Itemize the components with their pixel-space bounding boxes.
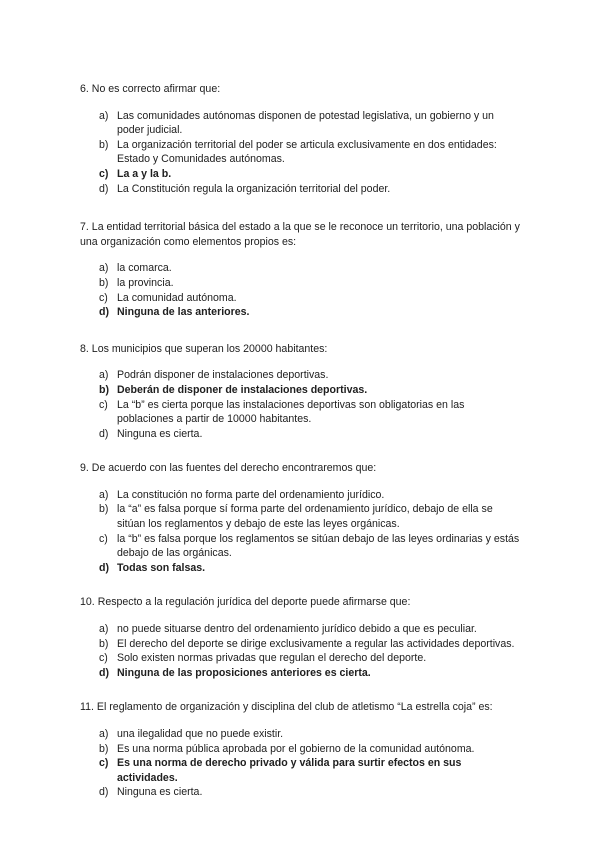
option-letter: c) [99, 532, 108, 545]
question-9 [80, 461, 520, 575]
option-d-correct [80, 666, 520, 681]
option-text: la comarca. [117, 262, 172, 275]
option-text: Ninguna de las proposiciones anteriores es cierta. [117, 666, 371, 679]
option-letter: a) [99, 488, 109, 501]
question-prompt: El reglamento de organización y disciplina del club de atletismo “La estrella coja” es: [96, 701, 493, 714]
option-a [80, 109, 520, 138]
options-list [80, 109, 520, 197]
option-letter: a) [99, 623, 109, 636]
option-d-correct [80, 561, 520, 576]
question-prompt: La entidad territorial básica del estado a la que se le reconoce un territorio, una población y una organización como elementos propios es: [80, 221, 520, 248]
option-text: El derecho del deporte se dirige exclusivamente a regular las actividades deportivas. [117, 637, 515, 650]
option-text: Las comunidades autónomas disponen de potestad legislativa, un gobierno y un poder judicial. [117, 109, 494, 137]
options-list [80, 368, 520, 441]
option-letter: c) [99, 652, 108, 665]
options-list [80, 488, 520, 576]
option-text: La comunidad autónoma. [117, 291, 237, 304]
question-11 [80, 700, 520, 800]
question-text [80, 82, 520, 97]
option-a [80, 368, 520, 383]
option-a [80, 488, 520, 503]
option-b [80, 637, 520, 652]
question-number: 11. [80, 701, 94, 714]
question-prompt: Respecto a la regulación jurídica del deporte puede afirmarse que: [97, 596, 411, 609]
option-b-correct [80, 383, 520, 398]
option-text: Solo existen normas privadas que regulan el derecho del deporte. [117, 652, 427, 665]
options-list [80, 622, 520, 680]
option-text: La organización territorial del poder se articula exclusivamente en dos entidades: Estado y Comunidades autónomas. [117, 138, 497, 166]
option-text: Todas son falsas. [117, 561, 206, 574]
option-c-correct [80, 167, 520, 182]
options-list [80, 261, 520, 319]
question-text [80, 461, 520, 476]
document-page [80, 82, 520, 818]
option-text: la provincia. [117, 276, 174, 289]
question-prompt: No es correcto afirmar que: [91, 83, 221, 95]
option-letter: b) [99, 637, 109, 650]
option-letter: a) [99, 728, 109, 740]
option-text: La “b” es cierta porque las instalaciones deportivas son obligatorias en las poblaciones a partir de 10000 habitantes. [117, 398, 465, 426]
option-letter: a) [99, 109, 109, 122]
question-7 [80, 220, 520, 320]
option-b [80, 138, 520, 167]
option-text: Podrán disponer de instalaciones deportivas. [117, 369, 329, 382]
question-number: 7. [80, 221, 89, 234]
question-number: 6. [80, 83, 89, 95]
option-a [80, 622, 520, 637]
question-8 [80, 342, 520, 442]
question-text [80, 595, 520, 610]
options-list [80, 727, 520, 800]
option-letter: d) [99, 666, 109, 679]
question-number: 9. [80, 462, 89, 475]
option-b [80, 742, 520, 757]
option-text: Es una norma de derecho privado y válida para surtir efectos en sus actividades. [117, 757, 462, 784]
option-a [80, 261, 520, 276]
option-letter: a) [99, 369, 109, 382]
option-letter: c) [99, 757, 109, 770]
option-text: una ilegalidad que no puede existir. [117, 728, 284, 740]
option-c [80, 532, 520, 561]
option-text: la “a” es falsa porque sí forma parte del ordenamiento jurídico, debajo de ella se sitúan los reglamentos y debajo de este las leyes orgánicas. [117, 503, 493, 531]
option-letter: a) [99, 262, 109, 275]
question-text [80, 342, 520, 357]
option-letter: b) [99, 138, 109, 151]
option-b [80, 276, 520, 291]
option-text: Ninguna es cierta. [117, 427, 203, 440]
option-text: Ninguna es cierta. [117, 786, 203, 799]
question-10 [80, 595, 520, 680]
option-c [80, 651, 520, 666]
option-letter: b) [99, 383, 109, 396]
option-text: la “b” es falsa porque los reglamentos se sitúan debajo de las leyes ordinarias y estás debajo de las orgánicas. [117, 532, 520, 560]
option-letter: b) [99, 276, 109, 289]
option-letter: d) [99, 306, 109, 319]
question-prompt: De acuerdo con las fuentes del derecho encontraremos que: [91, 462, 377, 475]
option-d [80, 785, 520, 800]
option-d [80, 427, 520, 442]
option-text: La constitución no forma parte del ordenamiento jurídico. [117, 488, 385, 501]
option-text: no puede situarse dentro del ordenamiento jurídico debido a que es peculiar. [117, 623, 477, 636]
option-text: La a y la b. [117, 167, 172, 180]
option-text: Ninguna de las anteriores. [117, 306, 250, 319]
option-c [80, 291, 520, 306]
option-letter: b) [99, 503, 109, 516]
option-letter: c) [99, 291, 108, 304]
question-number: 8. [80, 342, 89, 355]
question-text [80, 220, 520, 249]
option-b [80, 502, 520, 531]
option-text: Deberán de disponer de instalaciones deportivas. [117, 383, 368, 396]
option-d [80, 182, 520, 197]
question-text [80, 700, 520, 715]
option-c [80, 398, 520, 427]
question-6 [80, 82, 520, 196]
option-letter: c) [99, 167, 109, 180]
question-number: 10. [80, 596, 95, 609]
option-text: La Constitución regula la organización territorial del poder. [117, 182, 391, 195]
option-text: Es una norma pública aprobada por el gobierno de la comunidad autónoma. [117, 742, 475, 755]
option-letter: d) [99, 182, 109, 195]
option-letter: d) [99, 427, 109, 440]
question-prompt: Los municipios que superan los 20000 habitantes: [91, 342, 328, 355]
option-letter: d) [99, 786, 109, 799]
option-a [80, 727, 520, 742]
option-letter: c) [99, 398, 108, 411]
option-d-correct [80, 305, 520, 320]
option-c-correct [80, 756, 520, 785]
option-letter: b) [99, 742, 109, 755]
option-letter: d) [99, 561, 109, 574]
